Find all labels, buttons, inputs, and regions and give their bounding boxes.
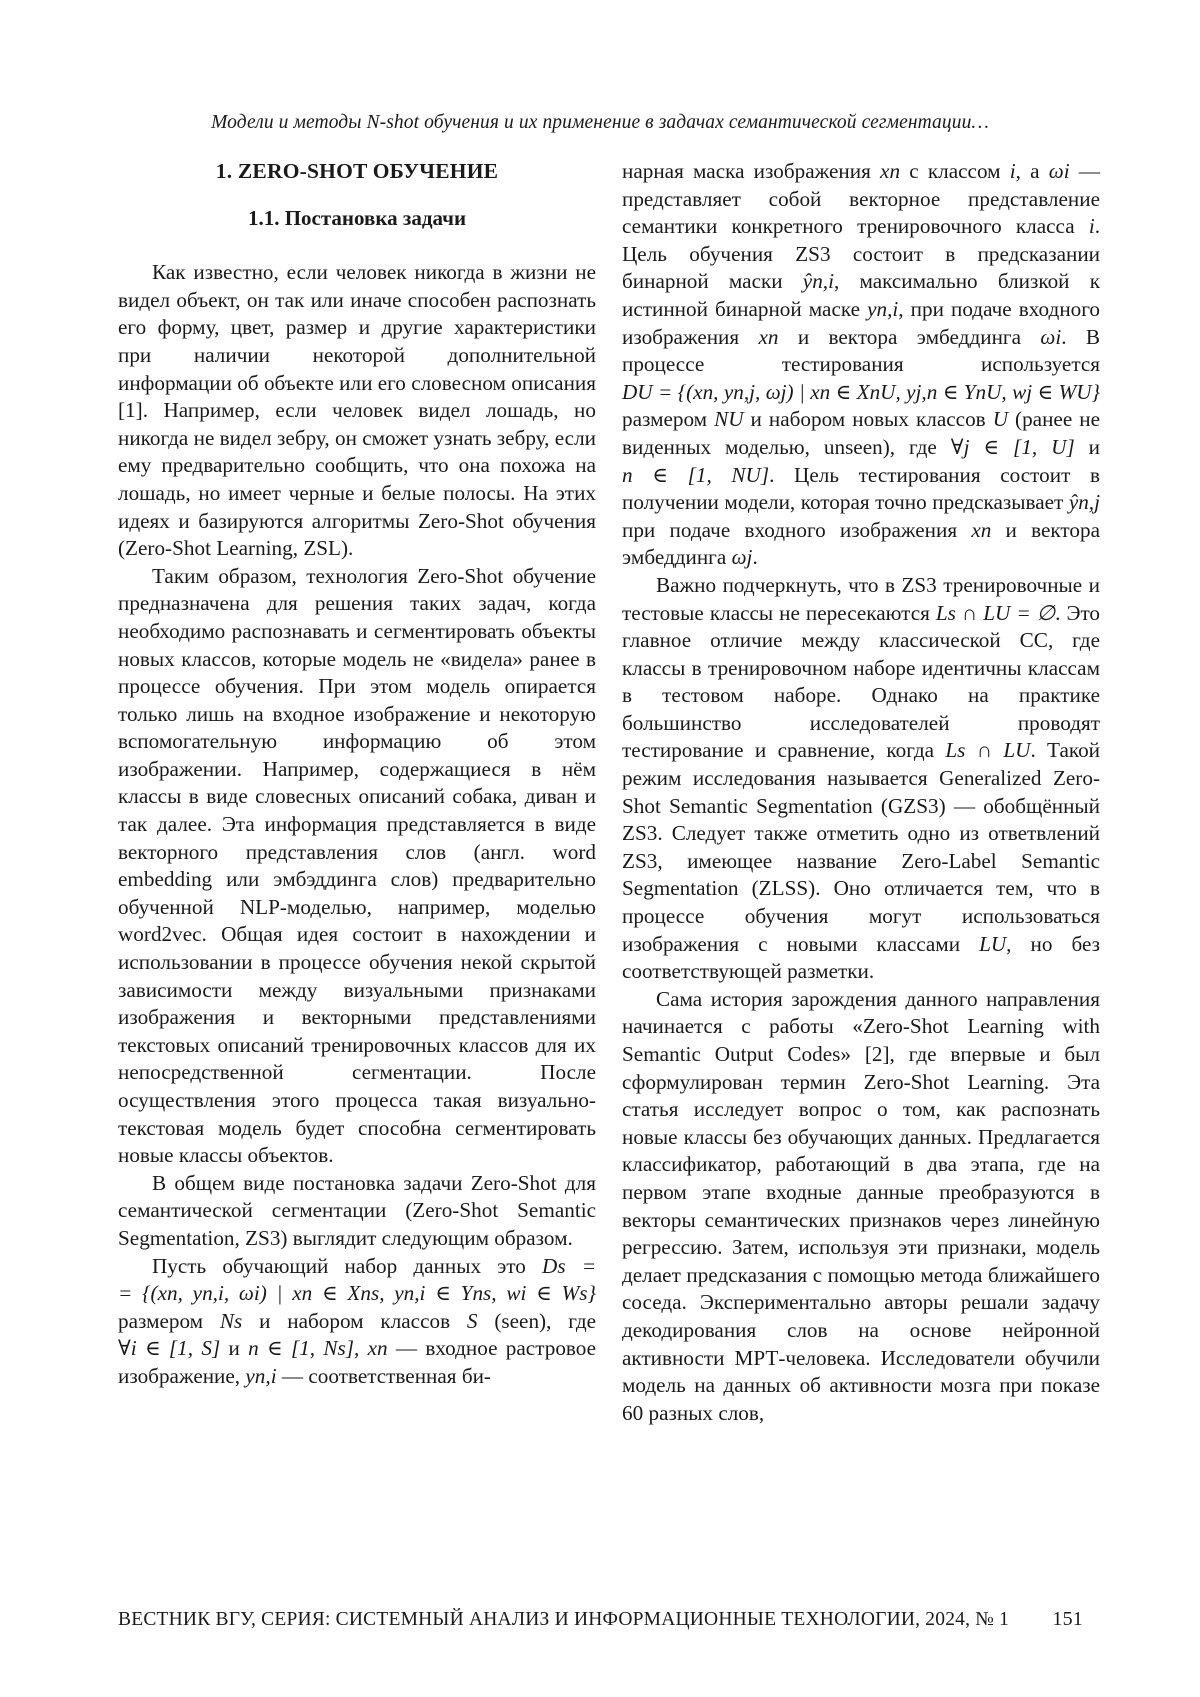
journal-title: ВЕСТНИК ВГУ, СЕРИЯ: СИСТЕМНЫЙ АНАЛИЗ И ИНФОРМАЦИОННЫЕ ТЕХНОЛОГИИ, 2024, № 1 (118, 1609, 1010, 1630)
text: нарная маска изображения (622, 159, 871, 183)
text: , при подаче входного изображения (622, 296, 1101, 349)
formula-forall-j: ∀j ∈ [1, U] (950, 434, 1075, 459)
text: , а (1015, 159, 1040, 183)
text: — соответственная би- (281, 1363, 491, 1388)
text: и вектора эмбеддинга (797, 324, 1022, 349)
formula-ds: Ds = (542, 1253, 596, 1278)
text: — входное растровое изображение, (118, 1336, 597, 1388)
text: и (228, 1336, 240, 1361)
text: (seen), где (494, 1308, 597, 1333)
formula-range-nu: n ∈ [1, NU] (622, 462, 770, 487)
formula-xn: xn (971, 517, 992, 542)
text: (ранее не виденных моделью, unseen), где (622, 407, 1100, 459)
formula-s: S (466, 1308, 478, 1333)
text: размером (118, 1308, 204, 1333)
page-footer (118, 1608, 1083, 1631)
formula-yhat-nj: ŷn,j (1068, 490, 1100, 515)
left-column (118, 158, 596, 1391)
text: — представляет собой векторное представление семантики конкретного тренировочного класса (622, 159, 1101, 239)
formula-i: i (1088, 214, 1095, 239)
formula-xn: xn (758, 324, 779, 349)
formula-yni: yn,i (867, 296, 899, 321)
subsection-title: 1.1. Постановка задачи (247, 205, 467, 230)
text: Пусть обучающий набор данных это (152, 1253, 526, 1278)
formula-u: U (992, 407, 1009, 432)
paragraph (118, 1253, 596, 1391)
section-title: 1. ZERO-SHOT ОБУЧЕНИЕ (215, 159, 499, 183)
running-head: Модели и методы N-shot обучения и их применение в задачах семантической сегментации… (211, 112, 989, 133)
text: размером (622, 407, 708, 432)
formula-lu: LU (979, 931, 1007, 956)
text: , но без соответствующей разметки. (622, 931, 1100, 984)
formula-xn: xn (880, 159, 901, 183)
text: и (1088, 434, 1100, 459)
paragraph (622, 572, 1100, 986)
text: , максимально близкой к истинной бинарной маске (622, 269, 1100, 321)
right-column (622, 158, 1100, 1427)
formula-test-set: DU = {(xn, yn,j, ωj) | xn ∈ XnU, yj,n ∈ YnU, wj ∈ WU} (622, 379, 1100, 404)
text: . (752, 545, 758, 570)
paragraph: В общем виде постановка задачи Zero-Shot для семантической сегментации (Zero-Shot Semantic Segmentation, ZS3) выглядит следующим образом. (118, 1170, 596, 1250)
formula-range-n: n ∈ [1, Ns], (248, 1336, 360, 1361)
text: и набором новых классов (750, 407, 986, 432)
formula-ns: Ns (219, 1308, 243, 1333)
formula-intersection: Ls ∩ LU (945, 738, 1031, 763)
text: . Цель обучения ZS3 состоит в предсказании бинарной маски (622, 214, 1100, 294)
text: и набором классов (259, 1308, 451, 1333)
text: . Цель тестирования состоит в получении модели, которая точно предсказывает (622, 462, 1100, 515)
paragraph: Как известно, если человек никогда в жизни не видел объект, он так или иначе способен распознать его форму, цвет, размер и другие характеристики при наличии некоторой дополнительной информации об объекте или его словесном описания [1]. Например, если человек видел лошадь, но никогда не видел зебру, он сможет узнать зебру, если ему предварительно сообщить, что она похожа на лошадь, но имеет черные и белые полосы. На этих идеях и базируются алгоритмы Zero-Shot обучения (Zero-Shot Learning, ZSL). (118, 260, 596, 561)
page-number: 151 (1052, 1608, 1083, 1630)
formula-yhat-ni: ŷn,i (802, 269, 834, 294)
formula-yni: yn,i (245, 1363, 277, 1388)
formula-omega-i: ωi (1048, 159, 1070, 183)
formula-omega-i: ωi (1040, 324, 1062, 349)
paragraph: Таким образом, технология Zero-Shot обучение предназначена для решения таких задач, когда необходимо распознавать и сегментировать объекты новых классов, которые модель не «видела» ранее в процессе обучения. При этом модель опирается только лишь на входное изображение и некоторую вспомогательную информацию об этом изображении. Например, содержащиеся в нём классы в виде словесных описаний собака, диван и так далее. Эта информация представляется в виде векторного представления слов (англ. word embedding или эмбэддинга слов) предварительно обученной NLP-моделью, например, моделью word2vec. Общая идея состоит в нахождении и использовании в процессе обучения некой скрытой зависимости между визуальными признаками изображения и векторными представлениями текстовых описаний тренировочных классов для их непосредственной сегментации. После осуществления этого процесса такая визуально-текстовая модель будет способна сегментировать новые классы объектов. (118, 563, 596, 1168)
formula-omega-j: ωj (731, 545, 753, 570)
text: . Это главное отличие между классической СС, где классы в тренировочном наборе идентичны классам в тестовом наборе. Однако на практике большинство исследователей проводят тестирование и сравнение, когда (622, 600, 1101, 763)
text: при подаче входного изображения (622, 517, 958, 542)
text: . Такой режим исследования называется Generalized Zero-Shot Semantic Segmentation (GZS3) — обобщённый ZS3. Следует также отметить одно из ответвлений ZS3, имеющее название Zero-Label Semantic Segmentation (ZLSS). Оно отличается тем, что в процессе обучения могут использоваться изображения с новыми классами (622, 738, 1101, 956)
text: . В процессе тестирования используется (622, 324, 1100, 377)
formula-nu: NU (714, 407, 744, 432)
paragraph: Сама история зарождения данного направления начинается с работы «Zero-Shot Learning with Semantic Output Codes» [2], где впервые и был сформулирован термин Zero-Shot Learning. Эта статья исследует вопрос о том, как распознать новые классы без обучающих данных. Предлагается классификатор, работающий в два этапа, где на первом этапе входные данные преобразуются в векторы семантических признаков через линейную регрессию. Затем, используя эти признаки, модель делает предсказания с помощью метода ближайшего соседа. Экспериментально авторы решали задачу декодирования слов на основе нейронной активности МРТ-человека. Исследователи обучили модель на данных об активности мозга при показе 60 разных слов, (622, 986, 1100, 1425)
paragraph (622, 158, 1100, 572)
text: с классом (909, 159, 1001, 183)
formula-forall-i: ∀i ∈ [1, S] (118, 1336, 221, 1361)
formula-xn: xn (367, 1336, 388, 1361)
text: Важно подчеркнуть, что в ZS3 тренировочные и тестовые классы не пересекаются (622, 572, 1100, 625)
formula-i: i (1009, 159, 1016, 183)
formula-intersection-empty: Ls ∩ LU = ∅ (935, 600, 1056, 625)
text: и вектора эмбеддинга (622, 517, 1100, 570)
formula-train-set: = {(xn, yn,i, ωi) | xn ∈ Xns, yn,i ∈ Yns, wi ∈ Ws} (118, 1281, 596, 1306)
